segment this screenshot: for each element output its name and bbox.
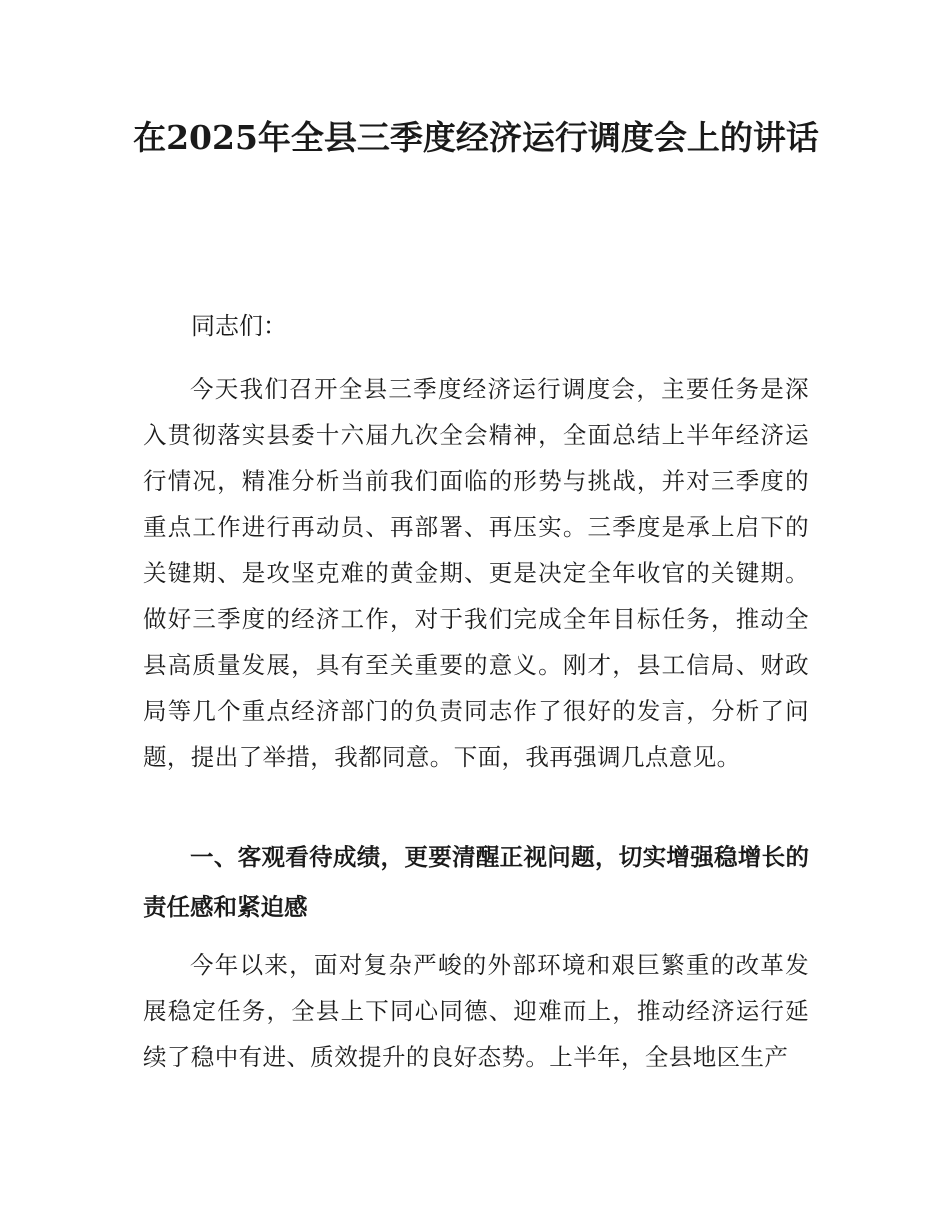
section-paragraph: 今年以来，面对复杂严峻的外部环境和艰巨繁重的改革发展稳定任务，全县上下同心同德、迎难而上，推动经济运行延续了稳中有进、质效提升的良好态势。上半年，全县地区生产 bbox=[143, 951, 809, 1071]
document-title: 在2025年全县三季度经济运行调度会上的讲话 bbox=[133, 118, 819, 157]
section-heading: 一、客观看待成绩，更要清醒正视问题，切实增强稳增长的责任感和紧迫感 bbox=[143, 843, 809, 921]
salutation: 同志们： bbox=[191, 312, 287, 340]
body-paragraph: 今天我们召开全县三季度经济运行调度会，主要任务是深入贯彻落实县委十六届九次全会精神，全面总结上半年经济运行情况，精准分析当前我们面临的形势与挑战，并对三季度的重点工作进行再动员、再部署、再压实。三季度是承上启下的关键期、是攻坚克难的黄金期、更是决定全年收官的关键期。做好三季度的经济工作，对于我们完成全年目标任务，推动全县高质量发展，具有至关重要的意义。刚才，县工信局、财政局等几个重点经济部门的负责同志作了很好的发言，分析了问题，提出了举措，我都同意。下面，我再强调几点意见。 bbox=[143, 375, 809, 771]
